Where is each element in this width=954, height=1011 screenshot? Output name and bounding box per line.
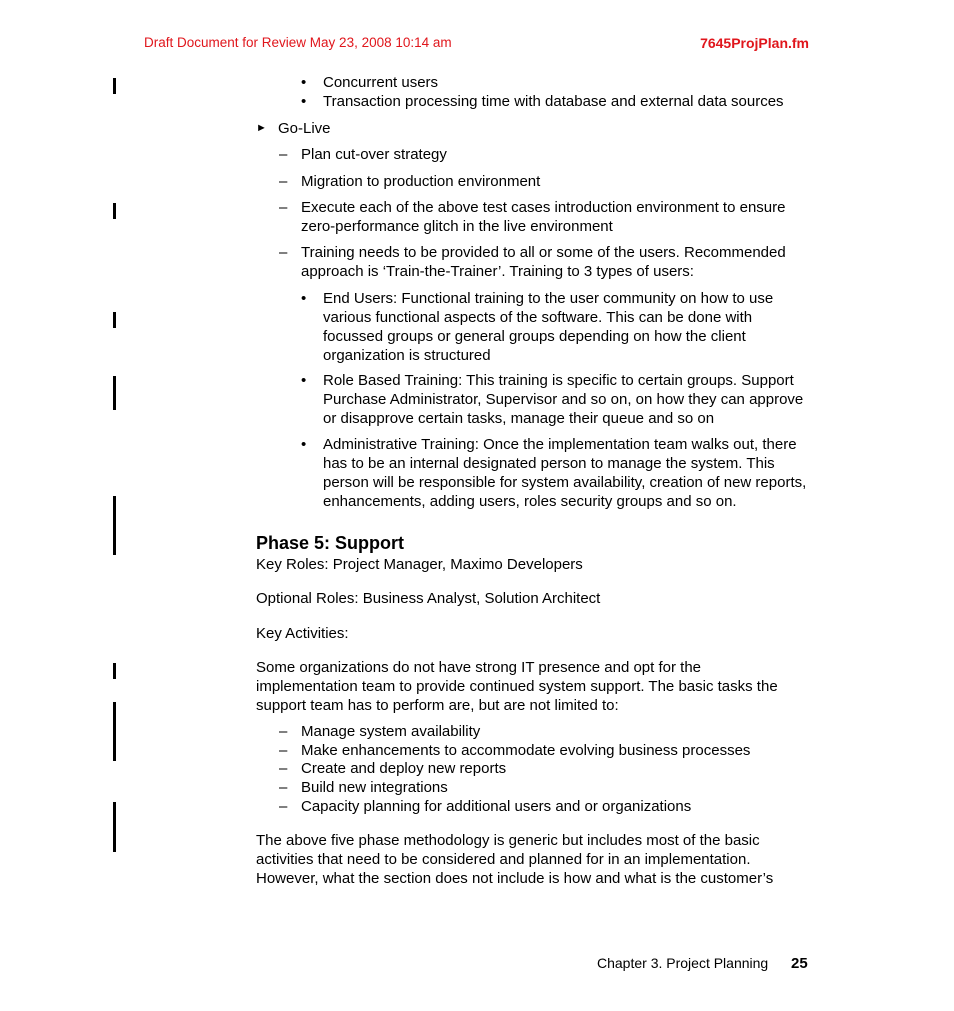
key-roles: Key Roles: Project Manager, Maximo Developers (256, 556, 583, 573)
section-heading: Phase 5: Support (256, 533, 405, 553)
dash-icon: – (279, 199, 288, 216)
list-item: Capacity planning for additional users and or organizations (301, 798, 692, 815)
draft-note: Draft Document for Review May 23, 2008 10:14 am (144, 35, 452, 50)
dash-icon: – (279, 146, 288, 163)
dash-icon: – (279, 779, 288, 796)
list-item: Execute each of the above test cases introduction environment to ensure zero-performance glitch in the live environment (301, 199, 786, 235)
list-item: Manage system availability (301, 723, 481, 740)
bullet-icon: • (301, 93, 307, 110)
list-item: Concurrent users (323, 74, 439, 91)
list-item: Create and deploy new reports (301, 760, 507, 777)
dash-icon: – (279, 723, 288, 740)
dash-icon: – (279, 760, 288, 777)
change-bar (113, 203, 116, 219)
list-item: Transaction processing time with database and external data sources (323, 93, 784, 110)
list-item: Training needs to be provided to all or some of the users. Recommended approach is ‘Train-the-Trainer’. Training to 3 types of users: (301, 244, 786, 280)
bullet-icon: • (301, 372, 307, 389)
change-bar (113, 312, 116, 328)
change-bar (113, 702, 116, 761)
list-item: Role Based Training: This training is specific to certain groups. Support Purchase Administrator, Supervisor and so on, on how they can approve or disapprove certain tasks, manage their queue and so on (323, 372, 804, 427)
change-bar (113, 376, 116, 410)
list-item: Make enhancements to accommodate evolving business processes (301, 742, 751, 759)
change-bar (113, 496, 116, 555)
go-live-title: Go-Live (278, 120, 331, 137)
list-item: Administrative Training: Once the implementation team walks out, there has to be an internal designated person to manage the system. This person will be responsible for system availability, creation of new reports, enhancements, adding users, roles security groups and so on. (323, 436, 807, 510)
change-bar (113, 802, 116, 852)
support-intro: Some organizations do not have strong IT presence and opt for the implementation team to provide continued system support. The basic tasks the support team has to perform are, but are not limited to: (256, 659, 778, 714)
list-item: Migration to production environment (301, 173, 541, 190)
change-bar (113, 663, 116, 679)
chapter-title: Chapter 3. Project Planning (597, 955, 769, 971)
page-number: 25 (791, 955, 808, 972)
key-activities: Key Activities: (256, 625, 349, 642)
closing-paragraph: The above five phase methodology is generic but includes most of the basic activities that need to be considered and planned for in an implementation. However, what the section does not include is how and what is the customer’s (256, 832, 774, 887)
dash-icon: – (279, 244, 288, 261)
dash-icon: – (279, 742, 288, 759)
list-item: Build new integrations (301, 779, 448, 796)
optional-roles: Optional Roles: Business Analyst, Solution Architect (256, 590, 601, 607)
dash-icon: – (279, 798, 288, 815)
file-name: 7645ProjPlan.fm (700, 35, 809, 51)
triangle-bullet-icon: ► (256, 122, 267, 134)
list-item: End Users: Functional training to the user community on how to use various functional aspects of the software. This can be done with focussed groups or general groups depending on how the client organization is structured (323, 290, 774, 364)
bullet-icon: • (301, 74, 307, 91)
list-item: Plan cut-over strategy (301, 146, 447, 163)
bullet-icon: • (301, 290, 307, 307)
bullet-icon: • (301, 436, 307, 453)
dash-icon: – (279, 173, 288, 190)
change-bar (113, 78, 116, 94)
